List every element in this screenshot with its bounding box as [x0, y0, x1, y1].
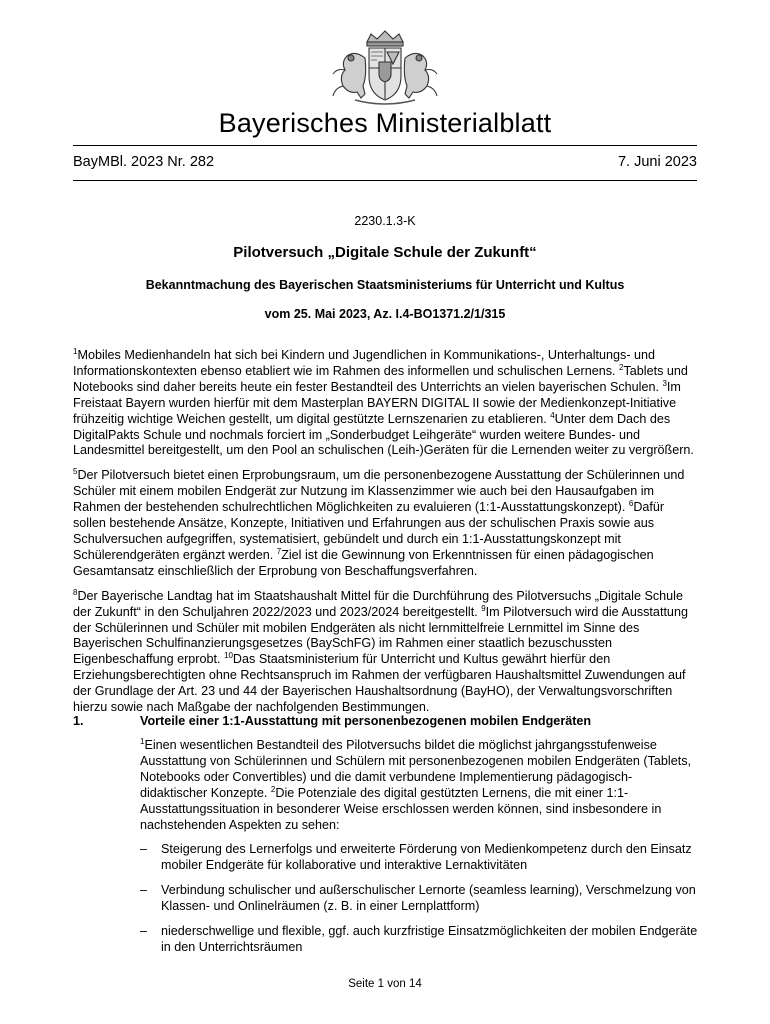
sentence-number: 6	[628, 498, 634, 508]
sentence: Die Potenziale des digital gestützten Lernens, die mit einer 1:1-Ausstattungssituation in besonderer Weise erschlossen werden können, sind insbesondere in nachstehenden Aspekten zu sehen:	[140, 785, 662, 832]
sentence: Das Staatsministerium für Unterricht und Kultus gewährt hierfür den Erziehungsberechtigten ohne Rechtsanspruch im Rahmen der verfügbaren Haushaltsmittel Zuwendungen auf der Grundlage der Art. 23 und 44 der Bayerischen Haushaltsordnung (BayHO), der Verwaltungsvorschriften hierzu sowie nach Maßgabe der nachfolgenden Bestimmungen.	[73, 652, 686, 715]
sentence-number: 3	[662, 378, 667, 388]
list-item-text: niederschwellige und flexible, ggf. auch kurzfristige Einsatzmöglichkeiten der mobilen Endgeräte in den Unterrichtsräumen	[161, 924, 698, 954]
list-item-text: Steigerung des Lernerfolgs und erweiterte Förderung von Medienkompetenz durch den Einsatz mobiler Endgeräte für kollaborative und interaktive Lernaktivitäten	[161, 842, 692, 873]
sentence: Der Bayerische Landtag hat im Staatshaushalt Mittel für die Durchführung des Pilotversuchs „Digitale Schule der Zukunft“ in den Schuljahren 2022/2023 und 2023/2024 bereitgestellt.	[73, 588, 683, 619]
sentence-number: 1	[73, 346, 78, 356]
sentence-number: 5	[73, 467, 78, 477]
bavarian-coat-of-arms-icon	[325, 28, 445, 108]
bullet-marker: –	[140, 842, 148, 857]
list-item	[140, 883, 699, 915]
paragraph	[73, 348, 699, 459]
issue-number: BayMBl. 2023 Nr. 282	[73, 154, 215, 170]
sentence: Einen wesentlichen Bestandteil des Pilotversuchs bildet die möglichst jahrgangsstufenweise Ausstattung von Schülerinnen und Schülern mit personenbezogenen mobilen Endgeräten (Tablets, Notebooks oder Convertibles) und die damit verbundene Implementierung pädagogisch-didaktischer Konzepte.	[140, 738, 691, 800]
list-item	[140, 924, 699, 956]
document-code: 2230.1.3-K	[354, 214, 416, 228]
bullet-list	[140, 842, 699, 955]
bullet-marker: –	[140, 883, 148, 898]
paragraph	[73, 589, 699, 716]
body-text	[73, 348, 699, 725]
sentence-number: 4	[550, 410, 555, 420]
bullet-marker: –	[140, 924, 148, 939]
sentence: Im Pilotversuch wird die Ausstattung der Schülerinnen und Schüler mit mobilen Endgeräten als nicht lernmittelfreie Lernmittel im Sinne des Bayerischen Schulfinanzierungsgesetzes (BaySchFG) im Rahmen einer staatlich bezuschussten Eigenbeschaffung erprobt.	[73, 604, 688, 667]
sentence-number: 10	[224, 651, 233, 661]
page-number: Seite 1 von 14	[348, 978, 422, 990]
sentence-number: 2	[270, 784, 276, 794]
masthead-title: Bayerisches Ministerialblatt	[218, 108, 552, 138]
sentence-number: 8	[73, 587, 78, 597]
sentence-number: 9	[481, 603, 486, 613]
section-title: Vorteile einer 1:1-Ausstattung mit personenbezogenen mobilen Endgeräten	[140, 714, 592, 728]
sentence: Tablets und Notebooks sind daher bereits heute ein fester Bestandteil des Unterrichts an vielen bayerischen Schulen.	[73, 363, 688, 394]
sentence: Mobiles Medienhandeln hat sich bei Kindern und Jugendlichen in Kommunikations-, Unterhaltungs- und Informationskontexten ebenso etabliert wie im Rahmen des informellen und schulischen Lernens.	[73, 348, 656, 378]
document-subtitle: Bekanntmachung des Bayerischen Staatsministeriums für Unterricht und Kultus	[145, 278, 625, 292]
paragraph	[140, 738, 699, 833]
sentence-number: 7	[276, 546, 282, 556]
sentence: Dafür sollen bestehende Ansätze, Konzepte, Initiativen und Erfahrungen aus der schulischen Praxis sowie aus Schulversuchen aufgegriffen, systematisiert, gebündelt und durch ein 1:1-Ausstattungskonzept mit Schülerendgeräten ergänzt werden.	[73, 500, 665, 562]
sentence: Im Freistaat Bayern wurden hierfür mit dem Masterplan BAYERN DIGITAL II sowie der Medienkonzept-Initiative frühzeitig wichtige Weichen gestellt, um digital gestützte Lernszenarien zu etablieren.	[73, 379, 681, 426]
header-rule-top	[73, 145, 697, 146]
sentence: Unter dem Dach des DigitalPakts Schule und nochmals forciert im „Sonderbudget Leihgeräte“ wurden weitere Bundes- und Landesmittel bereitgestellt, um den Pool an schulischen (Leih-)Geräten für die Lernenden weiter zu vergrößern.	[73, 411, 694, 458]
section-1-body	[140, 738, 699, 965]
sentence-number: 1	[140, 736, 145, 746]
section-number: 1.	[73, 714, 84, 728]
list-item-text: Verbindung schulischer und außerschulischer Lernorte (seamless learning), Verschmelzung von Klassen- und Onlinelräumen (z. B. in einer Lernplattform)	[161, 883, 696, 914]
header-rule-bottom	[73, 180, 697, 181]
document-dated: vom 25. Mai 2023, Az. I.4-BO1371.2/1/315	[264, 307, 506, 321]
sentence: Ziel ist die Gewinnung von Erkenntnissen für einen pädagogischen Gesamtansatz einschließlich der Erprobung von Beschaffungsverfahren.	[73, 547, 654, 578]
sentence: Der Pilotversuch bietet einen Erprobungsraum, um die personenbezogene Ausstattung der Schülerinnen und Schüler mit einem mobilen Endgerät zur Nutzung im Klassenzimmer wie auch bei den Hausaufgaben im Rahmen der bestehenden schulrechtlichen Möglichkeiten zu evaluieren (1:1-Ausstattungskonzept).	[73, 468, 685, 515]
document-title: Pilotversuch „Digitale Schule der Zukunft“	[233, 244, 537, 261]
issue-date: 7. Juni 2023	[617, 154, 697, 170]
paragraph	[73, 468, 699, 579]
sentence-number: 2	[619, 362, 624, 372]
list-item	[140, 842, 699, 874]
